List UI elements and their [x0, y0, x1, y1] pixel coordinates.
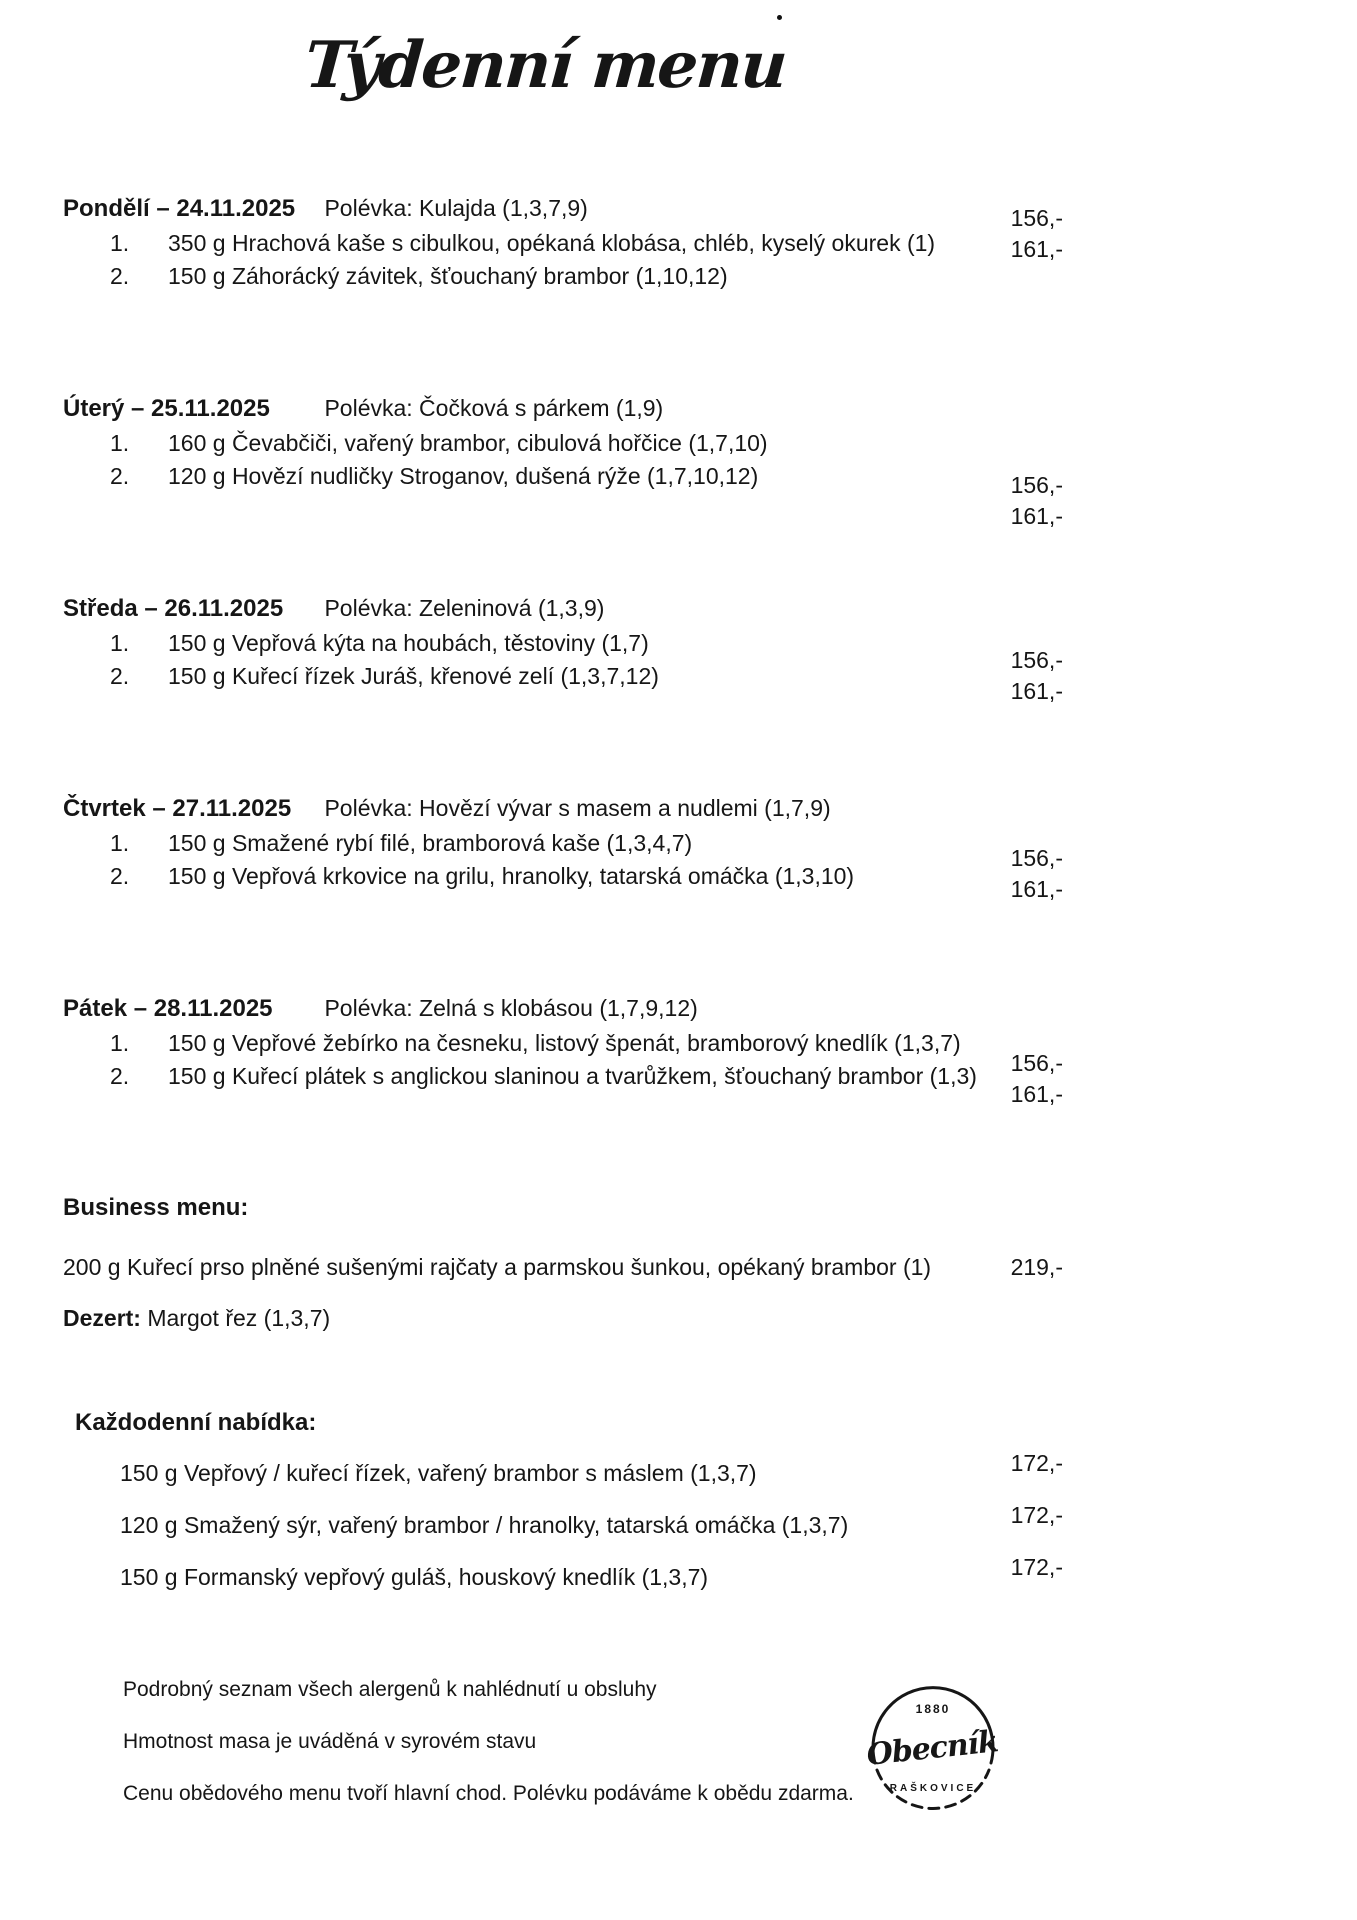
- business-menu-heading: Business menu:: [63, 1194, 249, 1221]
- item-price: 156,-: [1010, 1050, 1063, 1076]
- item-price: 172,-: [1010, 1554, 1063, 1580]
- day-section-monday: [63, 193, 1063, 393]
- day-name: Úterý – 25.11.2025: [63, 395, 270, 422]
- menu-item: [63, 227, 1063, 260]
- item-text: 150 g Kuřecí řízek Juráš, křenové zelí (1,3,7,12): [168, 663, 659, 689]
- page-title: Týdenní menu: [302, 28, 788, 103]
- item-price: 156,-: [1010, 845, 1063, 871]
- day-header: [63, 193, 1063, 227]
- price-column: [1011, 645, 1063, 707]
- stamp-name: Obecník: [865, 1724, 1000, 1773]
- day-name: Čtvrtek – 27.11.2025: [63, 795, 292, 822]
- item-price: 219,-: [1010, 1254, 1063, 1280]
- day-header: [63, 793, 1063, 827]
- day-name: Středa – 26.11.2025: [63, 595, 284, 622]
- item-text: 150 g Vepřové žebírko na česneku, listový špenát, bramborový knedlík (1,3,7): [168, 1030, 961, 1056]
- item-price: 161,-: [1010, 1081, 1063, 1107]
- item-number: 2.: [110, 1063, 130, 1089]
- day-name: Pondělí – 24.11.2025: [63, 195, 296, 222]
- item-text: 150 g Vepřová krkovice na grilu, hranolky, tatarská omáčka (1,3,10): [168, 863, 855, 889]
- daily-offer-item: [63, 1450, 1063, 1490]
- daily-offer-section: [63, 1408, 1063, 1594]
- soup-label: Polévka: Zeleninová (1,3,9): [324, 595, 605, 621]
- item-text: 150 g Formanský vepřový guláš, houskový knedlík (1,3,7): [120, 1564, 709, 1590]
- business-menu-item: [63, 1251, 1063, 1284]
- item-text: 150 g Smažené rybí filé, bramborová kaše (1,3,4,7): [168, 830, 693, 856]
- item-price: 161,-: [1010, 876, 1063, 902]
- item-text: 150 g Záhorácký závitek, šťouchaný brambor (1,10,12): [168, 263, 728, 289]
- item-text: 150 g Vepřová kýta na houbách, těstoviny (1,7): [168, 630, 649, 656]
- price-column: [1011, 203, 1063, 265]
- day-section-friday: [63, 993, 1063, 1193]
- soup-free-note: Cenu obědového menu tvoří hlavní chod. Polévku podáváme k obědu zdarma.: [123, 1782, 854, 1805]
- item-number: 1.: [110, 1030, 130, 1056]
- item-text: 200 g Kuřecí prso plněné sušenými rajčaty a parmskou šunkou, opékaný brambor (1): [63, 1254, 932, 1280]
- menu-item: [63, 660, 1063, 693]
- item-price: 156,-: [1010, 472, 1063, 498]
- item-price: 156,-: [1010, 205, 1063, 231]
- menu-item: [63, 827, 1063, 860]
- daily-offer-heading: Každodenní nabídka:: [75, 1409, 317, 1436]
- day-section-thursday: [63, 793, 1063, 993]
- menu-item: [63, 1060, 1063, 1093]
- day-header: [63, 593, 1063, 627]
- soup-label: Polévka: Hovězí vývar s masem a nudlemi (1,7,9): [324, 795, 831, 821]
- soup-label: Polévka: Kulajda (1,3,7,9): [324, 195, 588, 221]
- raw-weight-note: Hmotnost masa je uváděná v syrovém stavu: [123, 1730, 537, 1753]
- menu-item: [63, 1027, 1063, 1060]
- business-menu-section: [63, 1193, 1063, 1335]
- item-text: 150 g Kuřecí plátek s anglickou slaninou a tvarůžkem, šťouchaný brambor (1,3): [168, 1063, 977, 1089]
- item-number: 2.: [110, 263, 130, 289]
- menu-item: [63, 260, 1063, 293]
- day-header: [63, 393, 1063, 427]
- day-header: [63, 993, 1063, 1027]
- title-area: [63, 0, 1063, 160]
- item-price: 161,-: [1010, 678, 1063, 704]
- item-number: 1.: [110, 830, 130, 856]
- item-number: 1.: [110, 430, 130, 456]
- item-price: 161,-: [1010, 503, 1063, 529]
- item-price: 172,-: [1010, 1502, 1063, 1528]
- dessert-line: [63, 1302, 1063, 1335]
- menu-content: [63, 0, 1063, 1808]
- allergen-note: Podrobný seznam všech alergenů k nahlédnutí u obsluhy: [123, 1678, 657, 1701]
- price-column: [1011, 470, 1063, 532]
- day-section-wednesday: [63, 593, 1063, 793]
- item-text: 350 g Hrachová kaše s cibulkou, opékaná klobása, chléb, kyselý okurek (1): [168, 230, 936, 256]
- item-text: 120 g Hovězí nudličky Stroganov, dušená rýže (1,7,10,12): [168, 463, 759, 489]
- menu-item: [63, 627, 1063, 660]
- daily-offer-item: [63, 1502, 1063, 1542]
- price-column: [1011, 1048, 1063, 1110]
- stamp-year: 1880: [915, 1702, 951, 1716]
- item-text: 150 g Vepřový / kuřecí řízek, vařený brambor s máslem (1,3,7): [120, 1460, 757, 1486]
- item-number: 2.: [110, 463, 130, 489]
- item-number: 2.: [110, 863, 130, 889]
- menu-item: [63, 460, 1063, 493]
- item-number: 1.: [110, 630, 130, 656]
- item-price: 161,-: [1010, 236, 1063, 262]
- dessert-text: Margot řez (1,3,7): [147, 1305, 331, 1331]
- item-number: 2.: [110, 663, 130, 689]
- day-name: Pátek – 28.11.2025: [63, 995, 273, 1022]
- soup-label: Polévka: Čočková s párkem (1,9): [324, 395, 664, 421]
- item-text: 160 g Čevabčiči, vařený brambor, cibulová hořčice (1,7,10): [168, 430, 768, 456]
- day-section-tuesday: [63, 393, 1063, 593]
- menu-item: [63, 860, 1063, 893]
- soup-label: Polévka: Zelná s klobásou (1,7,9,12): [324, 995, 698, 1021]
- price-column: [1011, 843, 1063, 905]
- item-price: 156,-: [1010, 647, 1063, 673]
- stamp-circle-icon: [865, 1678, 1001, 1814]
- item-price: 172,-: [1010, 1450, 1063, 1476]
- restaurant-stamp-logo: [865, 1678, 1001, 1814]
- menu-item: [63, 427, 1063, 460]
- daily-offer-item: [63, 1554, 1063, 1594]
- item-number: 1.: [110, 230, 130, 256]
- stamp-city: RAŠKOVICE: [889, 1783, 977, 1794]
- item-text: 120 g Smažený sýr, vařený brambor / hranolky, tatarská omáčka (1,3,7): [120, 1512, 849, 1538]
- dessert-label: Dezert:: [63, 1305, 141, 1331]
